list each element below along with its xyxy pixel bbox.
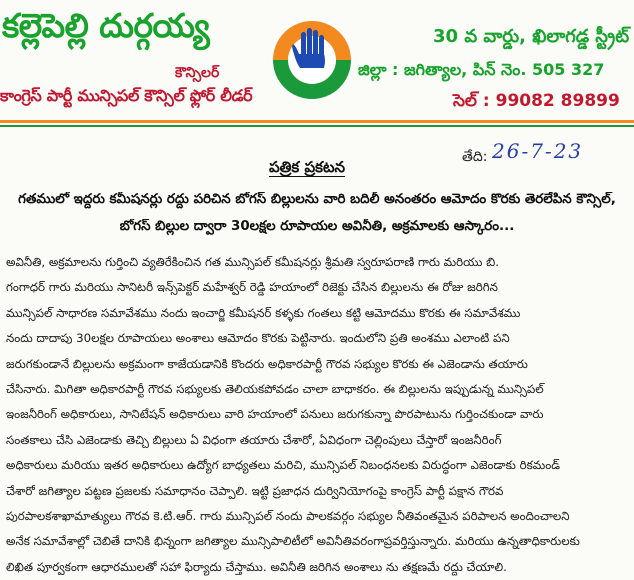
address-ward: 30 వ వార్డు, ఖిలాగడ్డ స్ట్రీట్ xyxy=(433,26,630,47)
body-line: లిఖిత పూర్వకంగా ఆధారములతో సహా ఫిర్యాదు చేస్తాము. అవినీతి జరిగిన అంశాలు ను తక్షణమే రద్దు చేయాలి. xyxy=(6,559,507,574)
body-line: సంతకాలు చేసి ఎజెండాకు తెచ్చి బిల్లులు ఏ విధంగా తయారు చేశారో, ఏవిధంగా చెల్లింపులు చేస్తారో ఇంజనీరింగ్ xyxy=(6,432,502,447)
councillor-name: కల్లెపెల్లి దుర్గయ్య xyxy=(2,6,210,45)
document-title: పత్రిక ప్రకటన xyxy=(269,158,346,176)
body-line: నందు దాదాపు 30లక్షల రూపాయలు అంశాలు ఆమోదం కొరకు పెట్టినారు. ఇందులోని ప్రతి అంశము ఎలాంటి పని xyxy=(6,331,510,346)
phone-number: సెల్ : 99082 89899 xyxy=(453,91,620,111)
address-district: జిల్లా : జగిత్యాల, పిన్ నెం. 505 327 xyxy=(358,60,605,79)
date-value: 26-7-23 xyxy=(492,139,584,163)
headline-line-1: గతములో ఇద్దరు కమీషనర్లు రద్దు పరిచిన బోగస్ బిల్లులను వారి బదిలీ అనంతరం ఆమోదం కొరకు తెరలేపిన కౌన్సిల్, xyxy=(18,192,616,207)
party-designation: కాంగ్రెస్ పార్టీ మున్సిపల్ కౌన్సిల్ ఫ్లోర్ లీడర్ xyxy=(0,86,253,105)
body-line: అవినీతి, అక్రమాలను గుర్తించి వ్యతిరేకించిన గత మున్సిపల్ కమీషనర్లు శ్రీమతి స్వరూపరాణి గారు మరియు బి. xyxy=(6,255,499,269)
header-divider-saffron xyxy=(0,120,634,123)
councillor-role: కౌన్సిలర్ xyxy=(175,65,220,81)
body-line: అధికారులు మరియు ఇతర అధికారులు ఉద్యోగ బాధ్యతలు మరిచి, మున్సిపల్ నిబంధనలకు విరుద్ధంగా ఎజెండాకు రికమండ్ xyxy=(6,458,560,473)
date-label: తేది: xyxy=(462,149,488,165)
body-line: గంగాధర్ గారు మరియు సానిటరీ ఇన్స్‌పెక్టర్ మహేశ్వర్ రెడ్డి హయాంలో రిజెక్టు చేసిన బిల్లులను ఈ రోజు జరిగిన xyxy=(6,280,498,295)
header-divider-green xyxy=(0,125,634,127)
body-line: జరుగకుండానే బిల్లులను అక్రమంగా కాజేయడానికి కొందరు అధికారపార్టీ గౌరవ సభ్యుల కొరకు ఈ ఎజెండాను తయారు xyxy=(6,356,528,371)
body-line: పురపాలకశాఖామాత్యులు గౌరవ కె.టి.ఆర్. గారు మున్సిపల్ నందు పాలకవర్గం సభ్యుల నీతివంతమైన పరిపాలన అందించాలని xyxy=(6,508,570,523)
body-text xyxy=(6,250,632,580)
body-line: మున్సిపల్ సాధారణ సమావేశము నందు ఇంచార్జి కమీషనర్ కళ్ళకు గంతలు కట్టి ఆమోదము కొరకు ఈ సమావేశము xyxy=(6,305,521,320)
body-line: అనేక సమావేశాల్లో చెబితే దానికి భిన్నంగా జగిత్యాల మున్సిపాలిటీలో అవినీతివరంగాప్రవర్తిస్తున్నారు. మరియు ఉన్నతాధికారులకు xyxy=(6,534,580,549)
body-line: చేసినారు. మిగితా అధికారపార్టీ గౌరవ సభ్యులకు తెలియకపోవడం చాలా బాధాకరం. ఈ బిల్లులను ఇప్పుడున్న మున్సిపల్ xyxy=(6,381,544,396)
headline-line-2: బోగస్ బిల్లుల ద్వారా 30లక్షల రూపాయల అవినీతి, అక్రమాలకు ఆస్కారం... xyxy=(119,219,515,234)
body-line: చేశారో జగిత్యాల పట్టణ ప్రజలకు సమాధానం చెప్పాలి. ఇట్టి ప్రజాధన దుర్వినియోగంపై కాంగ్రెస్ పార్టీ పక్షాన గౌరవ xyxy=(6,483,504,498)
congress-hand-logo-icon xyxy=(266,10,358,106)
body-line: ఇంజనీరింగ్ అధికారులు, సానిటేషన్ అధికారులు వారి హయాంలో పనులు జరుగకున్నా పొరపాటును గుర్తించకుండా వారు xyxy=(6,407,544,422)
